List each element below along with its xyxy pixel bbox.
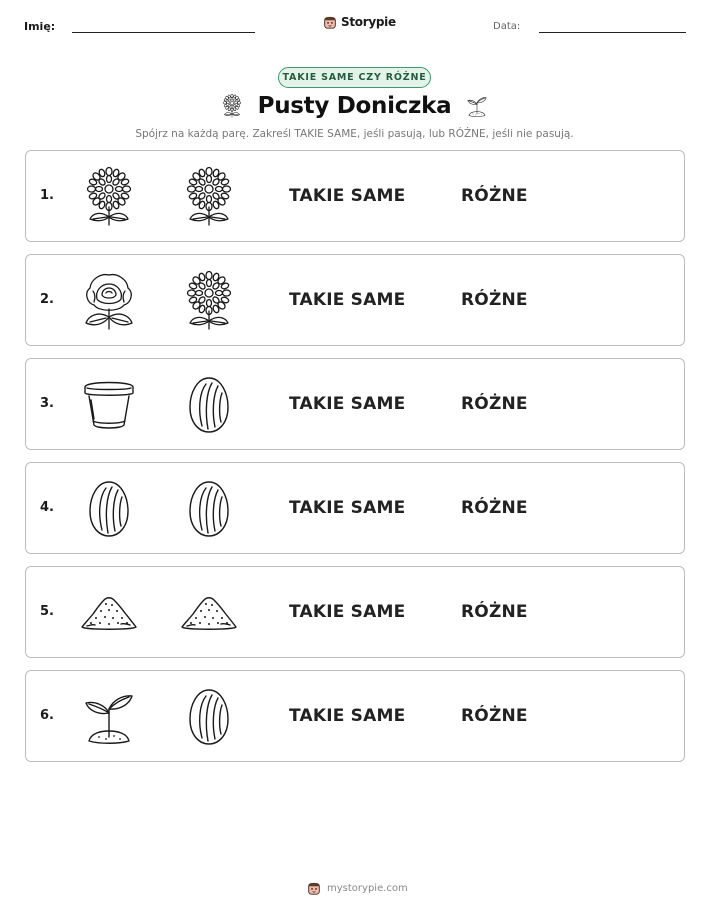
footer-url[interactable]: mystorypie.com <box>327 882 408 894</box>
row-number: 5. <box>40 604 54 619</box>
same-option[interactable]: TAKIE SAME <box>289 602 406 622</box>
footer <box>306 879 408 897</box>
chrysanthemum-icon <box>179 167 239 227</box>
row-number: 3. <box>40 396 54 411</box>
instructions: Spójrz na każdą parę. Zakreśl TAKIE SAME, jeśli pasują, lub RÓŻNE, jeśli nie pasują. <box>135 128 574 140</box>
same-option[interactable]: TAKIE SAME <box>289 290 406 310</box>
exercise-row-6 <box>25 670 685 762</box>
mascot-icon <box>322 13 338 31</box>
same-option[interactable]: TAKIE SAME <box>289 706 406 726</box>
row-number: 6. <box>40 708 54 723</box>
exercise-row-3 <box>25 358 685 450</box>
row-number: 1. <box>40 188 54 203</box>
category-badge: TAKIE SAME CZY RÓŻNE <box>278 67 431 88</box>
seed-icon <box>179 375 239 435</box>
different-option[interactable]: RÓŻNE <box>461 290 528 310</box>
seed-icon <box>179 687 239 747</box>
page-title: Pusty Doniczka <box>257 93 452 119</box>
different-option[interactable]: RÓŻNE <box>461 498 528 518</box>
soil-pile-icon <box>79 583 139 643</box>
chrysanthemum-icon <box>79 167 139 227</box>
mascot-icon <box>306 879 322 897</box>
peony-icon <box>79 271 139 331</box>
seed-icon <box>179 479 239 539</box>
name-field-line[interactable] <box>72 32 255 33</box>
flower-pot-icon <box>79 375 139 435</box>
same-option[interactable]: TAKIE SAME <box>289 394 406 414</box>
different-option[interactable]: RÓŻNE <box>461 602 528 622</box>
exercise-row-4 <box>25 462 685 554</box>
row-number: 4. <box>40 500 54 515</box>
same-option[interactable]: TAKIE SAME <box>289 498 406 518</box>
brand-logo <box>322 13 396 31</box>
different-option[interactable]: RÓŻNE <box>461 706 528 726</box>
different-option[interactable]: RÓŻNE <box>461 394 528 414</box>
soil-pile-icon <box>179 583 239 643</box>
row-number: 2. <box>40 292 54 307</box>
exercise-row-1 <box>25 150 685 242</box>
sprout-icon <box>465 93 489 119</box>
different-option[interactable]: RÓŻNE <box>461 186 528 206</box>
chrysanthemum-icon <box>179 271 239 331</box>
exercise-row-5 <box>25 566 685 658</box>
date-label: Data: <box>493 21 521 32</box>
date-field-line[interactable] <box>539 32 686 33</box>
sprout-icon <box>79 687 139 747</box>
exercise-row-2 <box>25 254 685 346</box>
same-option[interactable]: TAKIE SAME <box>289 186 406 206</box>
name-label: Imię: <box>24 20 56 33</box>
seed-icon <box>79 479 139 539</box>
brand-name: Storypie <box>341 15 396 29</box>
